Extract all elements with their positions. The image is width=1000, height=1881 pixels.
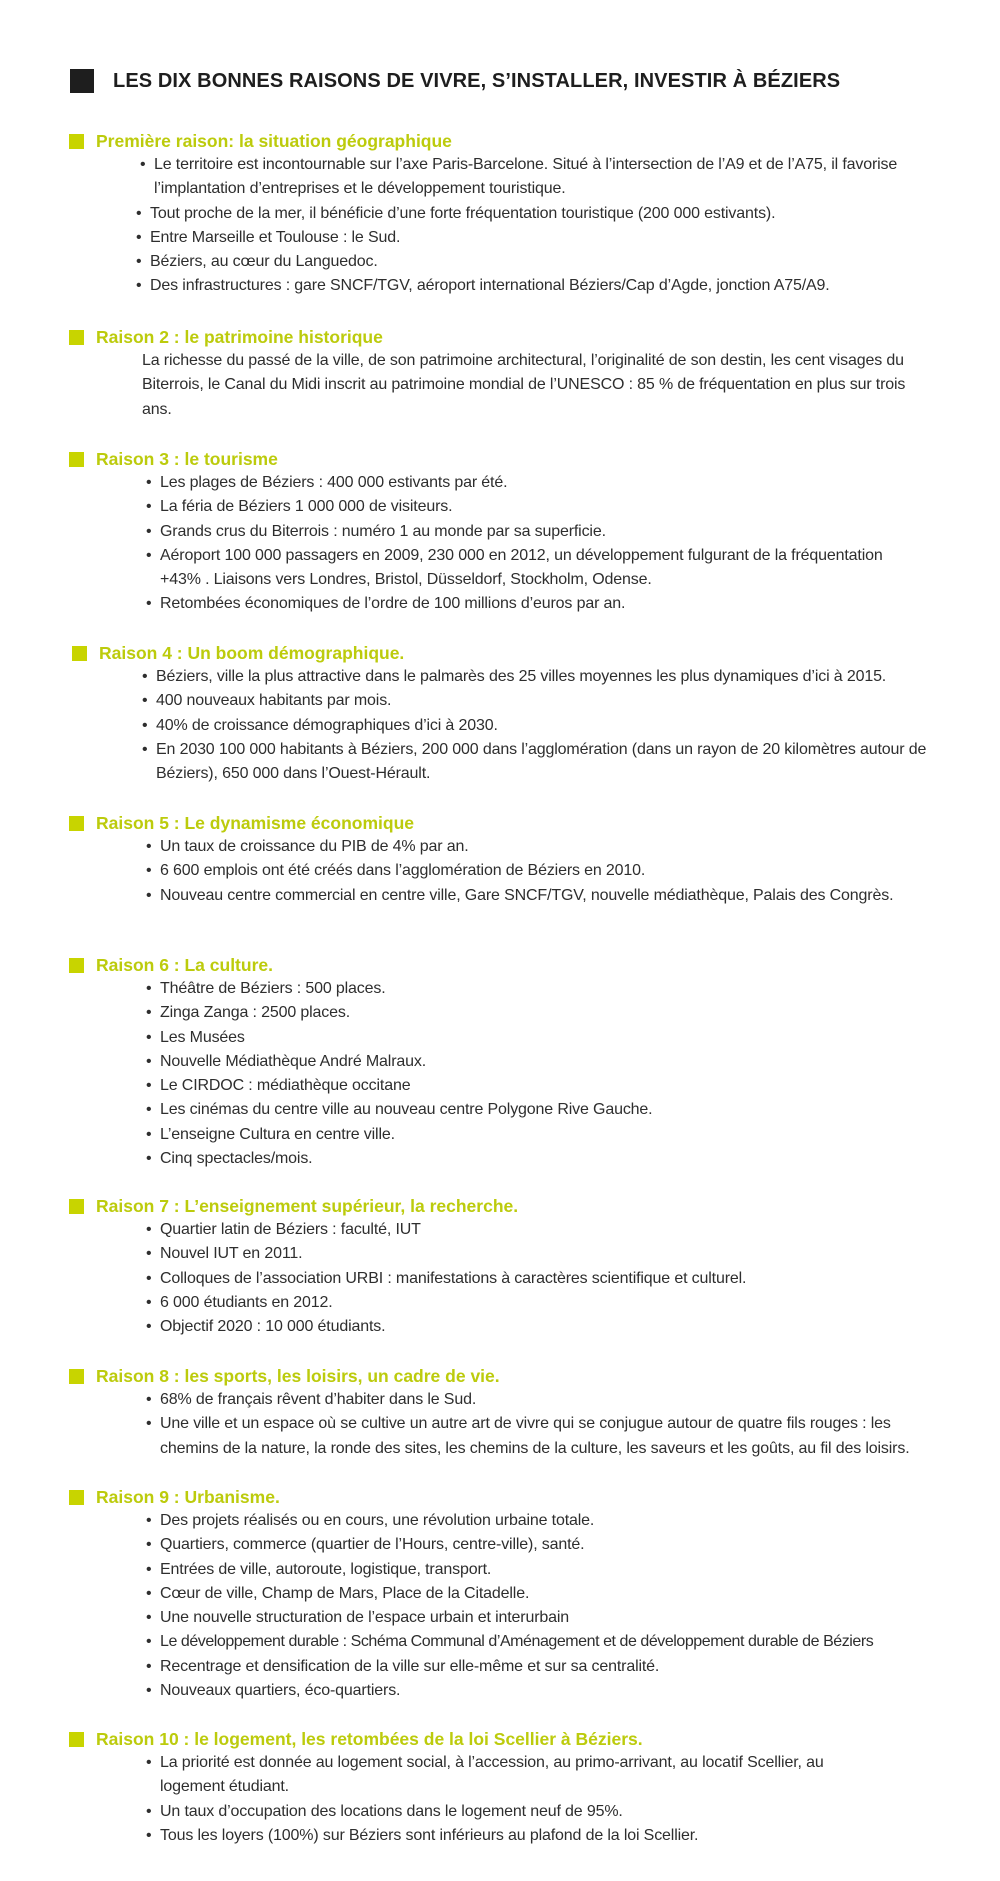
bullet-list	[146, 835, 906, 908]
section-heading	[69, 1364, 1000, 1388]
list-item: • Cœur de ville, Champ de Mars, Place de la Citadelle.	[146, 1582, 966, 1606]
list-item: • Béziers, au cœur du Languedoc.	[136, 250, 910, 274]
list-item: • Un taux de croissance du PIB de 4% par an.	[146, 835, 906, 859]
section-heading	[69, 129, 1000, 153]
list-item: • Entrées de ville, autoroute, logistique, transport.	[146, 1558, 966, 1582]
section-heading-text: Raison 5 : Le dynamisme économique	[96, 812, 414, 833]
section-heading-text: Première raison: la situation géographique	[96, 130, 452, 151]
list-item: • Objectif 2020 : 10 000 étudiants.	[146, 1315, 926, 1339]
list-item: • 400 nouveaux habitants par mois.	[142, 689, 942, 713]
list-item: • 40% de croissance démographiques d’ici à 2030.	[142, 714, 942, 738]
section-heading-text: Raison 9 : Urbanisme.	[96, 1486, 280, 1507]
title-square-icon	[70, 69, 94, 93]
section-heading	[69, 953, 1000, 977]
list-item: • En 2030 100 000 habitants à Béziers, 200 000 dans l’agglomération (dans un rayon de 20 kilomètres autour de Béziers), 650 000 dans l’Ouest-Hérault.	[142, 738, 942, 787]
section-raison-9	[0, 1485, 1000, 1703]
list-item: • Nouveau centre commercial en centre ville, Gare SNCF/TGV, nouvelle médiathèque, Palais des Congrès.	[146, 884, 906, 908]
list-item: • Retombées économiques de l’ordre de 100 millions d’euros par an.	[146, 592, 886, 616]
section-heading	[69, 325, 1000, 349]
list-item: • La priorité est donnée au logement social, à l’accession, au primo-arrivant, au locatif Scellier, au logement étudiant.	[146, 1751, 886, 1800]
section-heading-text: Raison 4 : Un boom démographique.	[99, 642, 405, 663]
section-heading	[69, 811, 1000, 835]
list-item: • La féria de Béziers 1 000 000 de visiteurs.	[146, 495, 886, 519]
section-raison-2	[0, 325, 1000, 422]
heading-square-icon	[69, 1732, 84, 1747]
heading-square-icon	[69, 816, 84, 831]
bullet-list	[146, 1509, 966, 1703]
bullet-list	[146, 977, 926, 1171]
list-item: • Une nouvelle structuration de l’espace urbain et interurbain	[146, 1606, 966, 1630]
section-raison-10	[0, 1727, 1000, 1848]
section-raison-7	[0, 1194, 1000, 1339]
list-item: • Les Musées	[146, 1026, 926, 1050]
section-heading	[72, 641, 1000, 665]
bullet-list	[146, 1751, 886, 1848]
section-heading	[69, 1485, 1000, 1509]
list-item: • Les cinémas du centre ville au nouveau centre Polygone Rive Gauche.	[146, 1098, 926, 1122]
bullet-list	[142, 665, 942, 786]
section-heading-text: Raison 3 : le tourisme	[96, 448, 278, 469]
list-item: • Entre Marseille et Toulouse : le Sud.	[136, 226, 910, 250]
bullet-list	[146, 1218, 926, 1339]
heading-square-icon	[69, 1199, 84, 1214]
section-raison-8	[0, 1364, 1000, 1461]
section-raison-5	[0, 811, 1000, 908]
heading-square-icon	[69, 134, 84, 149]
section-heading-text: Raison 8 : les sports, les loisirs, un cadre de vie.	[96, 1365, 500, 1386]
list-item: • Un taux d’occupation des locations dans le logement neuf de 95%.	[146, 1800, 886, 1824]
list-item: • Colloques de l’association URBI : manifestations à caractères scientifique et culturel.	[146, 1267, 926, 1291]
list-item: • Aéroport 100 000 passagers en 2009, 230 000 en 2012, un développement fulgurant de la fréquentation +43% . Liaisons vers Londres, Bristol, Düsseldorf, Stockholm, Odense.	[146, 544, 886, 593]
list-item: • 6 600 emplois ont été créés dans l’agglomération de Béziers en 2010.	[146, 859, 906, 883]
main-title-text: LES DIX BONNES RAISONS DE VIVRE, S’INSTALLER, INVESTIR À BÉZIERS	[113, 69, 841, 92]
bullet-list	[140, 153, 910, 299]
list-item: • Tous les loyers (100%) sur Béziers sont inférieurs au plafond de la loi Scellier.	[146, 1824, 886, 1848]
heading-square-icon	[69, 1369, 84, 1384]
list-item: • Des projets réalisés ou en cours, une révolution urbaine totale.	[146, 1509, 966, 1533]
section-heading	[69, 447, 1000, 471]
list-item: • Recentrage et densification de la ville sur elle-même et sur sa centralité.	[146, 1655, 966, 1679]
main-title	[70, 66, 840, 96]
section-raison-6	[0, 953, 1000, 1171]
section-paragraph: La richesse du passé de la ville, de son patrimoine architectural, l’originalité de son destin, les cent visages du Biterrois, le Canal du Midi inscrit au patrimoine mondial de l’UNESCO : 85 % de fréquentation en plus sur trois ans.	[142, 352, 906, 418]
section-heading-text: Raison 7 : L’enseignement supérieur, la recherche.	[96, 1195, 519, 1216]
list-item: • L’enseigne Cultura en centre ville.	[146, 1123, 926, 1147]
heading-square-icon	[69, 958, 84, 973]
section-raison-4	[0, 641, 1000, 786]
list-item: • Nouveaux quartiers, éco-quartiers.	[146, 1679, 966, 1703]
list-item: • Zinga Zanga : 2500 places.	[146, 1001, 926, 1025]
list-item: • Quartiers, commerce (quartier de l’Hours, centre-ville), santé.	[146, 1533, 966, 1557]
section-raison-3	[0, 447, 1000, 617]
section-raison-1	[0, 129, 1000, 299]
section-heading	[69, 1194, 1000, 1218]
section-heading-text: Raison 2 : le patrimoine historique	[96, 326, 383, 347]
bullet-list	[146, 1388, 946, 1461]
list-item: • Le territoire est incontournable sur l’axe Paris-Barcelone. Situé à l’intersection de l’A9 et de l’A75, il favorise l’implantation d’entreprises et le développement touristique.	[140, 153, 910, 202]
section-heading	[69, 1727, 1000, 1751]
list-item: • Le développement durable : Schéma Communal d’Aménagement et de développement durable de Béziers	[146, 1630, 966, 1654]
list-item: • Une ville et un espace où se cultive un autre art de vivre qui se conjugue autour de quatre fils rouges : les chemins de la nature, la ronde des sites, les chemins de la culture, les saveurs et les goûts, au fil des loisirs.	[146, 1412, 946, 1461]
list-item: • Quartier latin de Béziers : faculté, IUT	[146, 1218, 926, 1242]
heading-square-icon	[72, 646, 87, 661]
list-item: • Nouvel IUT en 2011.	[146, 1242, 926, 1266]
list-item: • Des infrastructures : gare SNCF/TGV, aéroport international Béziers/Cap d’Agde, jonction A75/A9.	[136, 274, 910, 298]
list-item: • Les plages de Béziers : 400 000 estivants par été.	[146, 471, 886, 495]
section-heading-text: Raison 10 : le logement, les retombées de la loi Scellier à Béziers.	[96, 1728, 643, 1749]
list-item: • Cinq spectacles/mois.	[146, 1147, 926, 1171]
heading-square-icon	[69, 1490, 84, 1505]
section-heading-text: Raison 6 : La culture.	[96, 954, 273, 975]
list-item: • Grands crus du Biterrois : numéro 1 au monde par sa superficie.	[146, 520, 886, 544]
list-item: • Nouvelle Médiathèque André Malraux.	[146, 1050, 926, 1074]
list-item: • Le CIRDOC : médiathèque occitane	[146, 1074, 926, 1098]
list-item: • 68% de français rêvent d’habiter dans le Sud.	[146, 1388, 946, 1412]
heading-square-icon	[69, 452, 84, 467]
list-item: • Théâtre de Béziers : 500 places.	[146, 977, 926, 1001]
bullet-list	[146, 471, 886, 617]
list-item: • 6 000 étudiants en 2012.	[146, 1291, 926, 1315]
list-item: • Tout proche de la mer, il bénéficie d’une forte fréquentation touristique (200 000 estivants).	[136, 202, 910, 226]
heading-square-icon	[69, 330, 84, 345]
list-item: • Béziers, ville la plus attractive dans le palmarès des 25 villes moyennes les plus dynamiques d’ici à 2015.	[142, 665, 942, 689]
